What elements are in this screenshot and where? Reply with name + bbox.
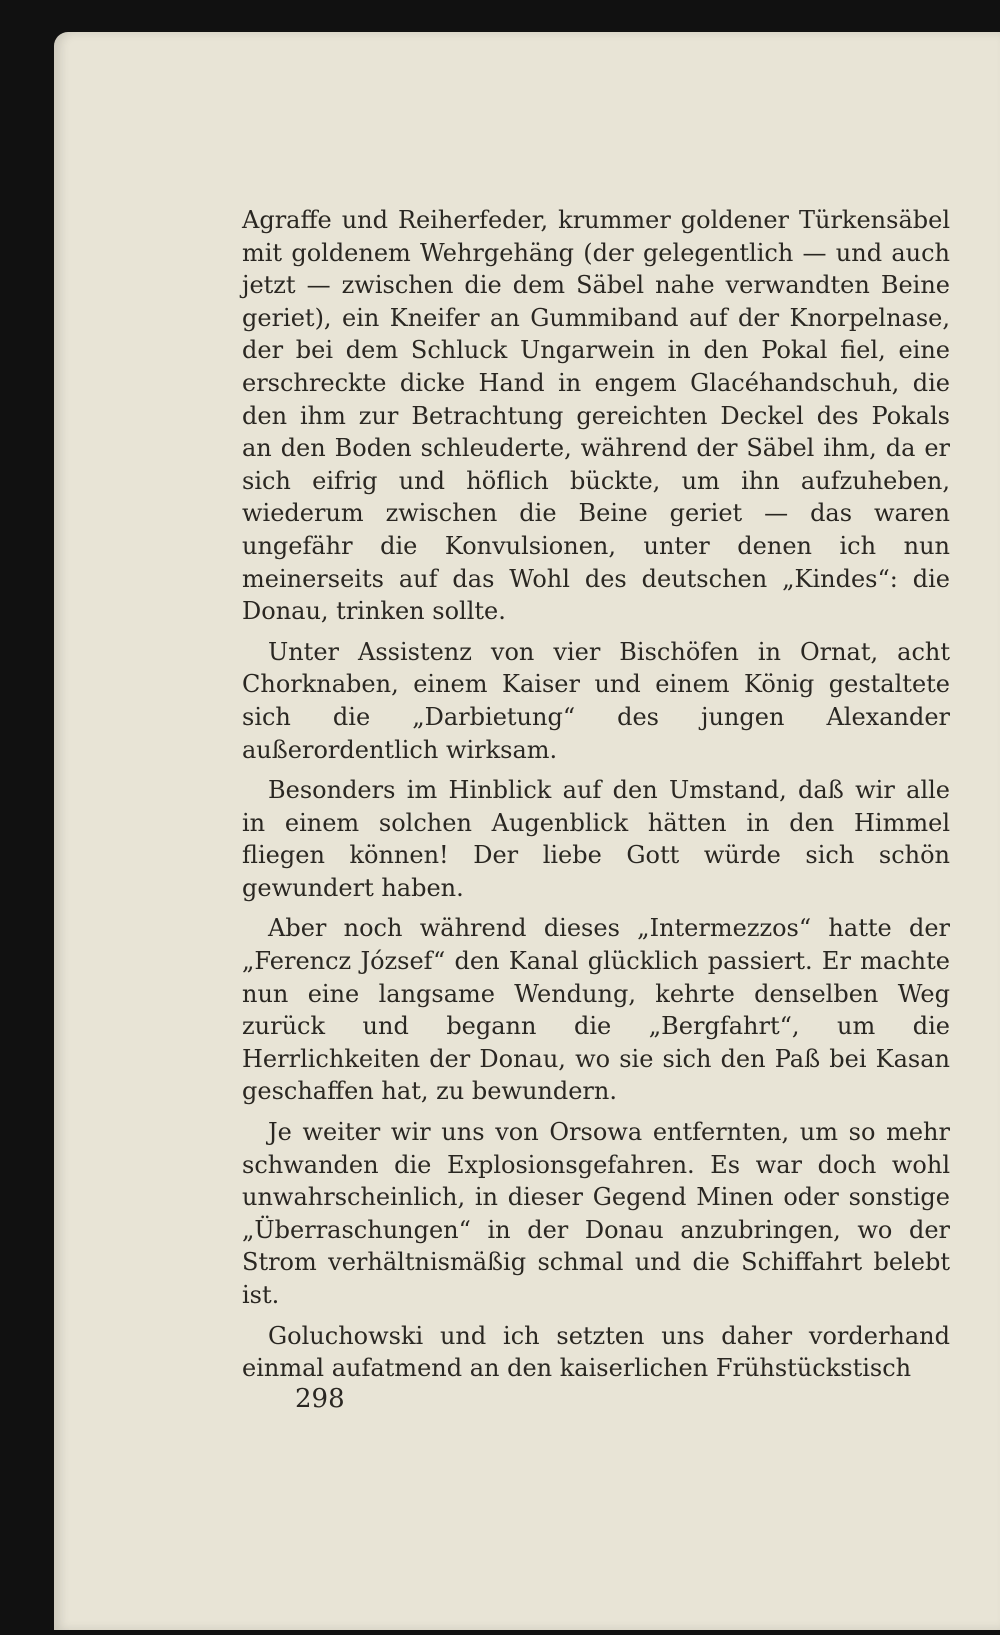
book-page [54,32,1000,1630]
paragraph: Agraffe und Reiherfeder, krummer goldener Türkensäbel mit goldenem Wehrgehäng (der gelegentlich — und auch jetzt — zwischen die dem Säbel nahe verwandten Beine geriet), ein Kneifer an Gummiband auf der Knorpelnase, der bei dem Schluck Ungarwein in den Pokal fiel, eine erschreckte dicke Hand in engem Glacéhandschuh, die den ihm zur Betrachtung gereichten Deckel des Pokals an den Boden schleuderte, während der Säbel ihm, da er sich eifrig und höflich bückte, um ihn aufzuheben, wiederum zwischen die Beine geriet — das waren ungefähr die Konvulsionen, unter denen ich nun meinerseits auf das Wohl des deutschen „Kindes“: die Donau, trinken sollte. [242,206,950,626]
page-number: 298 [295,1384,345,1414]
paragraph: Je weiter wir uns von Orsowa entfernten, um so mehr schwanden die Explosionsgefahren. Es war doch wohl unwahrscheinlich, in dieser Gegend Minen oder sonstige „Überraschungen“ in der Donau anzubringen, wo der Strom verhältnismäßig schmal und die Schiffahrt belebt ist. [242,1118,950,1309]
paragraph: Besonders im Hinblick auf den Umstand, daß wir alle in einem solchen Augenblick hätten in den Himmel fliegen können! Der liebe Gott würde sich schön gewundert haben. [242,776,950,902]
paragraph: Aber noch während dieses „Intermezzos“ hatte der „Ferencz József“ den Kanal glücklich passiert. Er machte nun eine langsame Wendung, kehrte denselben Weg zurück und begann die „Bergfahrt“, um die Herrlichkeiten der Donau, wo sie sich den Paß bei Kasan geschaffen hat, zu bewundern. [242,914,950,1106]
paragraph: Goluchowski und ich setzten uns daher vorderhand einmal aufatmend an den kaiserlichen Frühstückstisch [242,1321,950,1383]
body-text [242,204,950,1393]
paragraph: Unter Assistenz von vier Bischöfen in Ornat, acht Chorknaben, einem Kaiser und einem König gestaltete sich die „Darbietung“ des jungen Alexander außerordentlich wirksam. [242,637,950,764]
